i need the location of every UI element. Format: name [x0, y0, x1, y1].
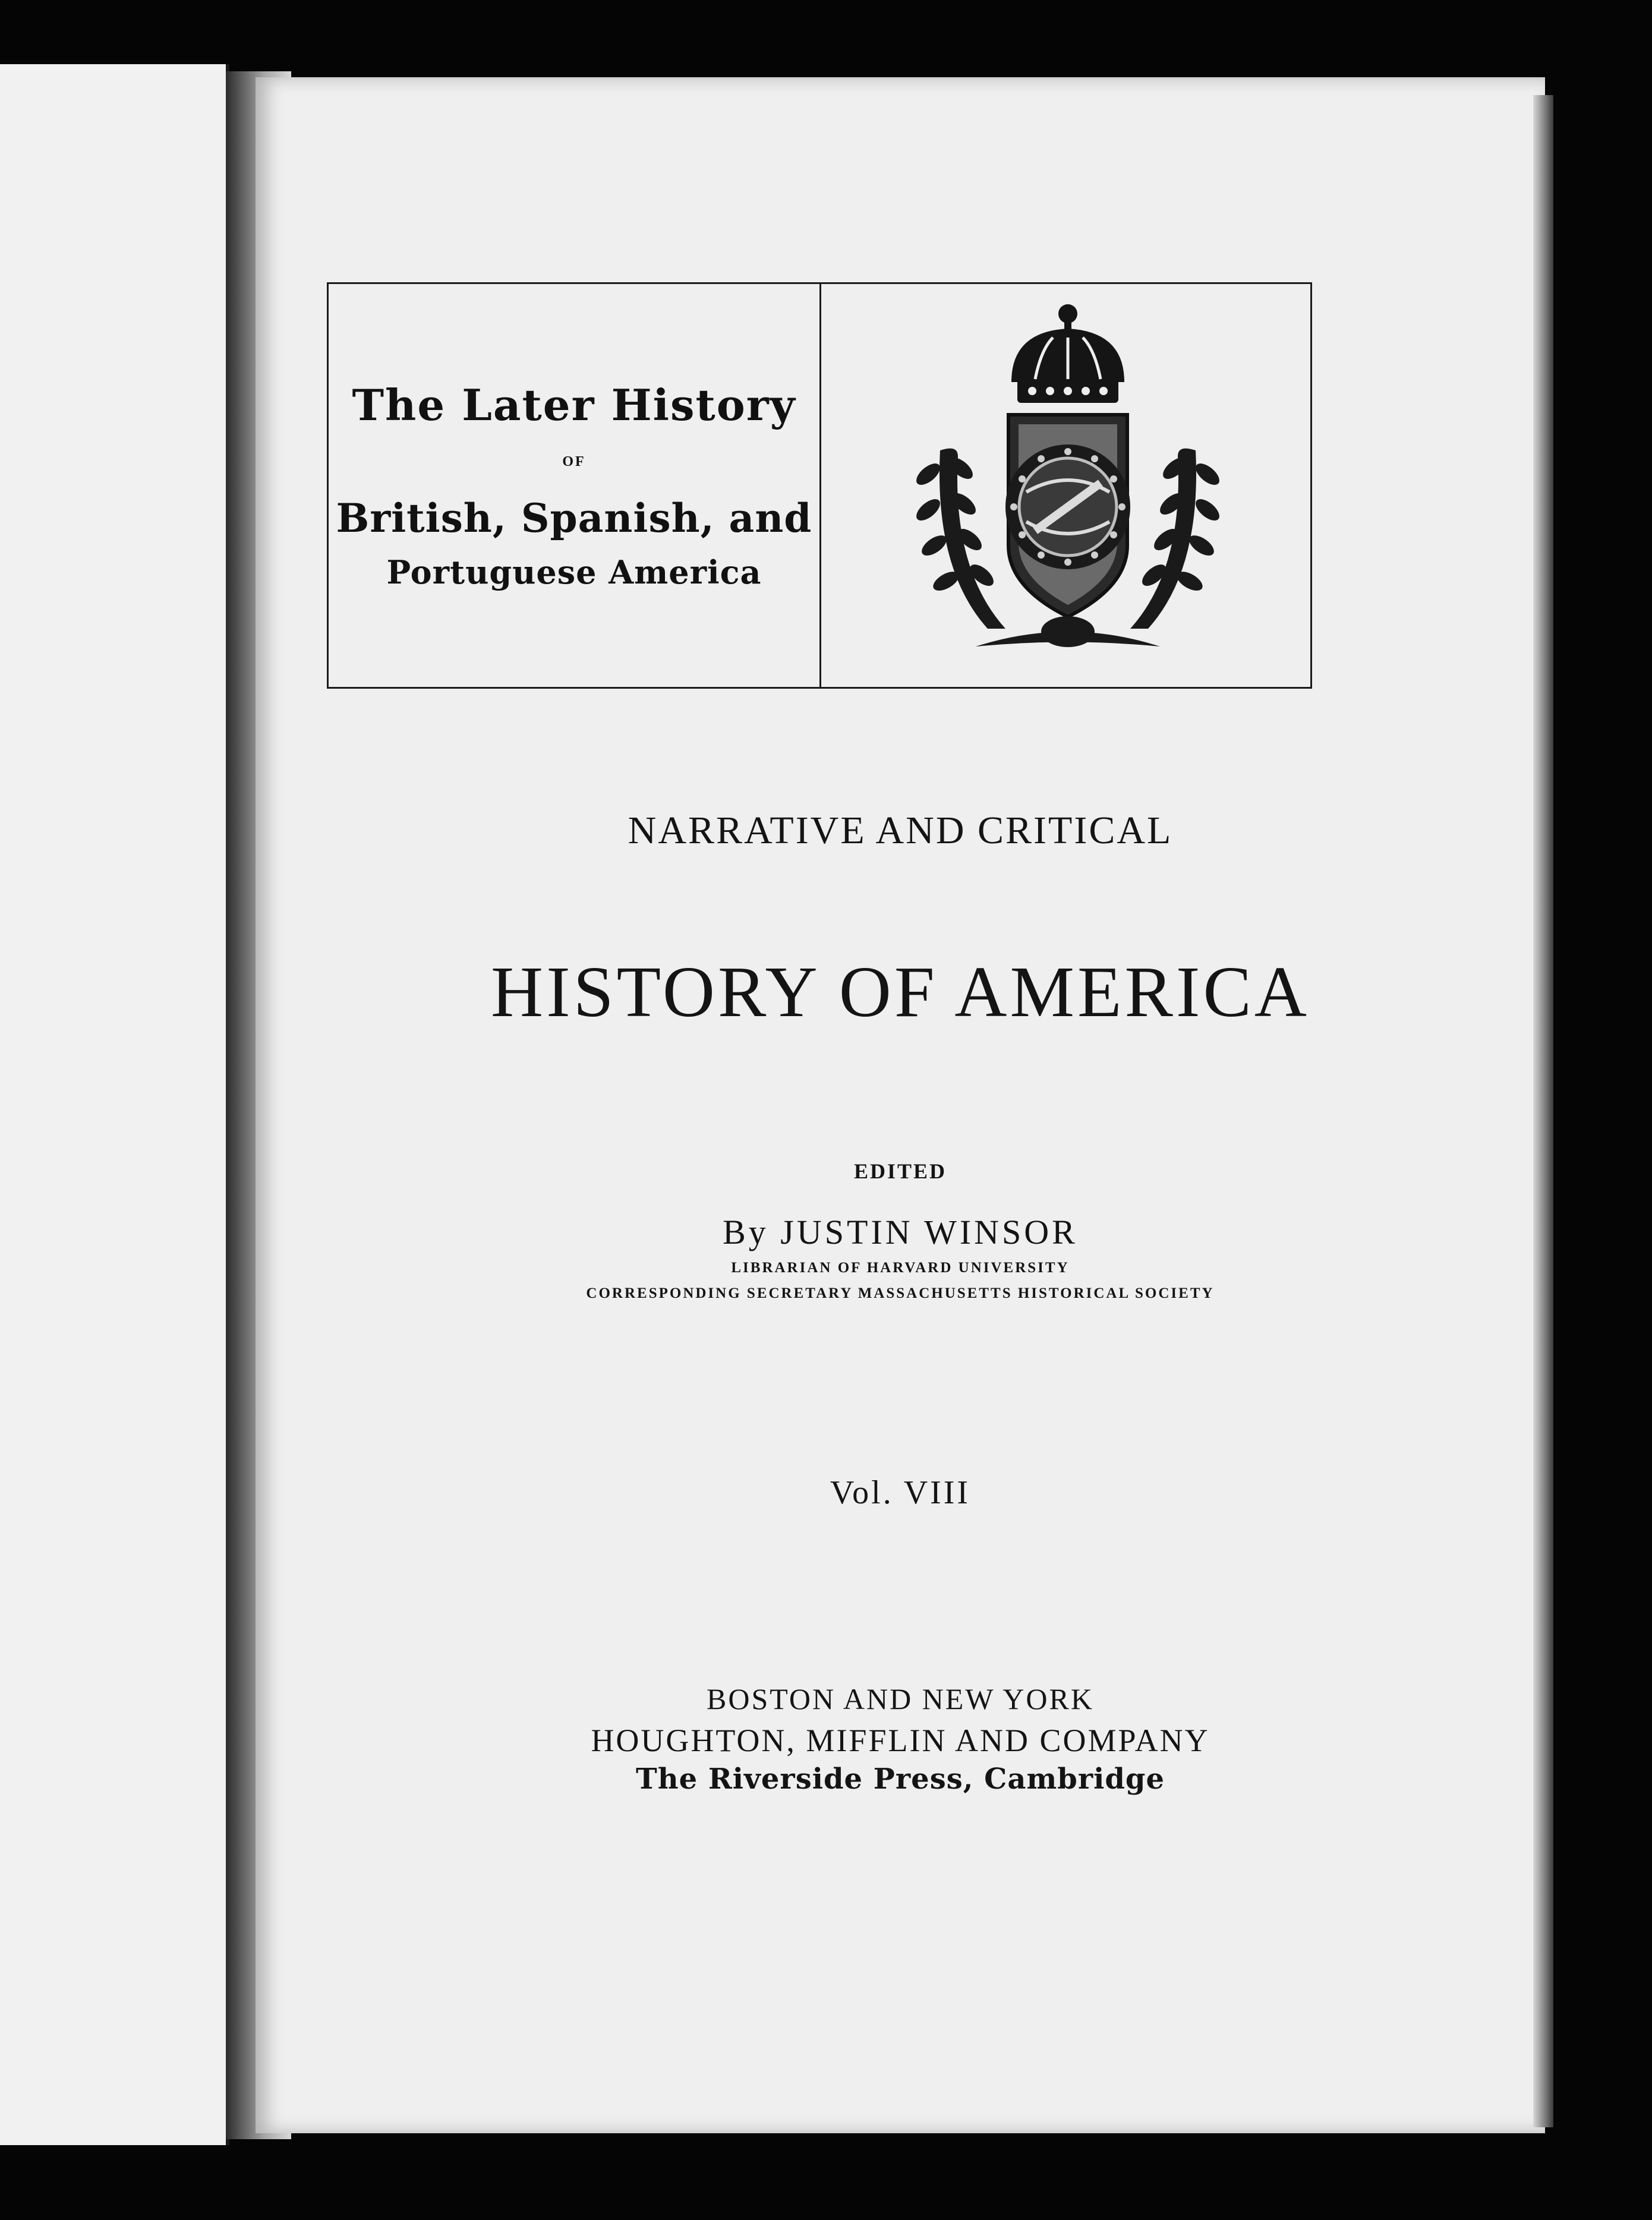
subtitle: NARRATIVE AND CRITICAL	[628, 809, 1173, 852]
editor-role-secretary: CORRESPONDING SECRETARY MASSACHUSETTS HISTORICAL SOCIETY	[586, 1285, 1215, 1301]
series-of: OF	[562, 454, 586, 469]
coat-of-arms-icon	[893, 296, 1237, 676]
publisher-name: HOUGHTON, MIFFLIN AND COMPANY	[591, 1723, 1210, 1758]
page-title: HISTORY OF AMERICA	[490, 952, 1310, 1032]
series-title-panel	[329, 284, 821, 687]
editor-by: By	[723, 1213, 769, 1251]
emblem-panel	[821, 284, 1310, 687]
editor-role-librarian: LIBRARIAN OF HARVARD UNIVERSITY	[731, 1260, 1070, 1276]
series-subtitle-line2: Portuguese America	[386, 553, 762, 591]
series-subtitle-line1: British, Spanish, and	[336, 495, 812, 541]
series-title: The Later History	[352, 380, 796, 430]
editor-line	[256, 1212, 1545, 1252]
volume-number: Vol. VIII	[830, 1474, 971, 1511]
publisher-press: The Riverside Press, Cambridge	[635, 1762, 1165, 1796]
publisher-city: BOSTON AND NEW YORK	[707, 1682, 1094, 1716]
page-edge	[1533, 95, 1553, 2127]
edited-label: EDITED	[853, 1159, 947, 1183]
editor-name: JUSTIN WINSOR	[780, 1213, 1078, 1251]
series-box	[327, 282, 1312, 689]
left-page	[0, 64, 229, 2145]
